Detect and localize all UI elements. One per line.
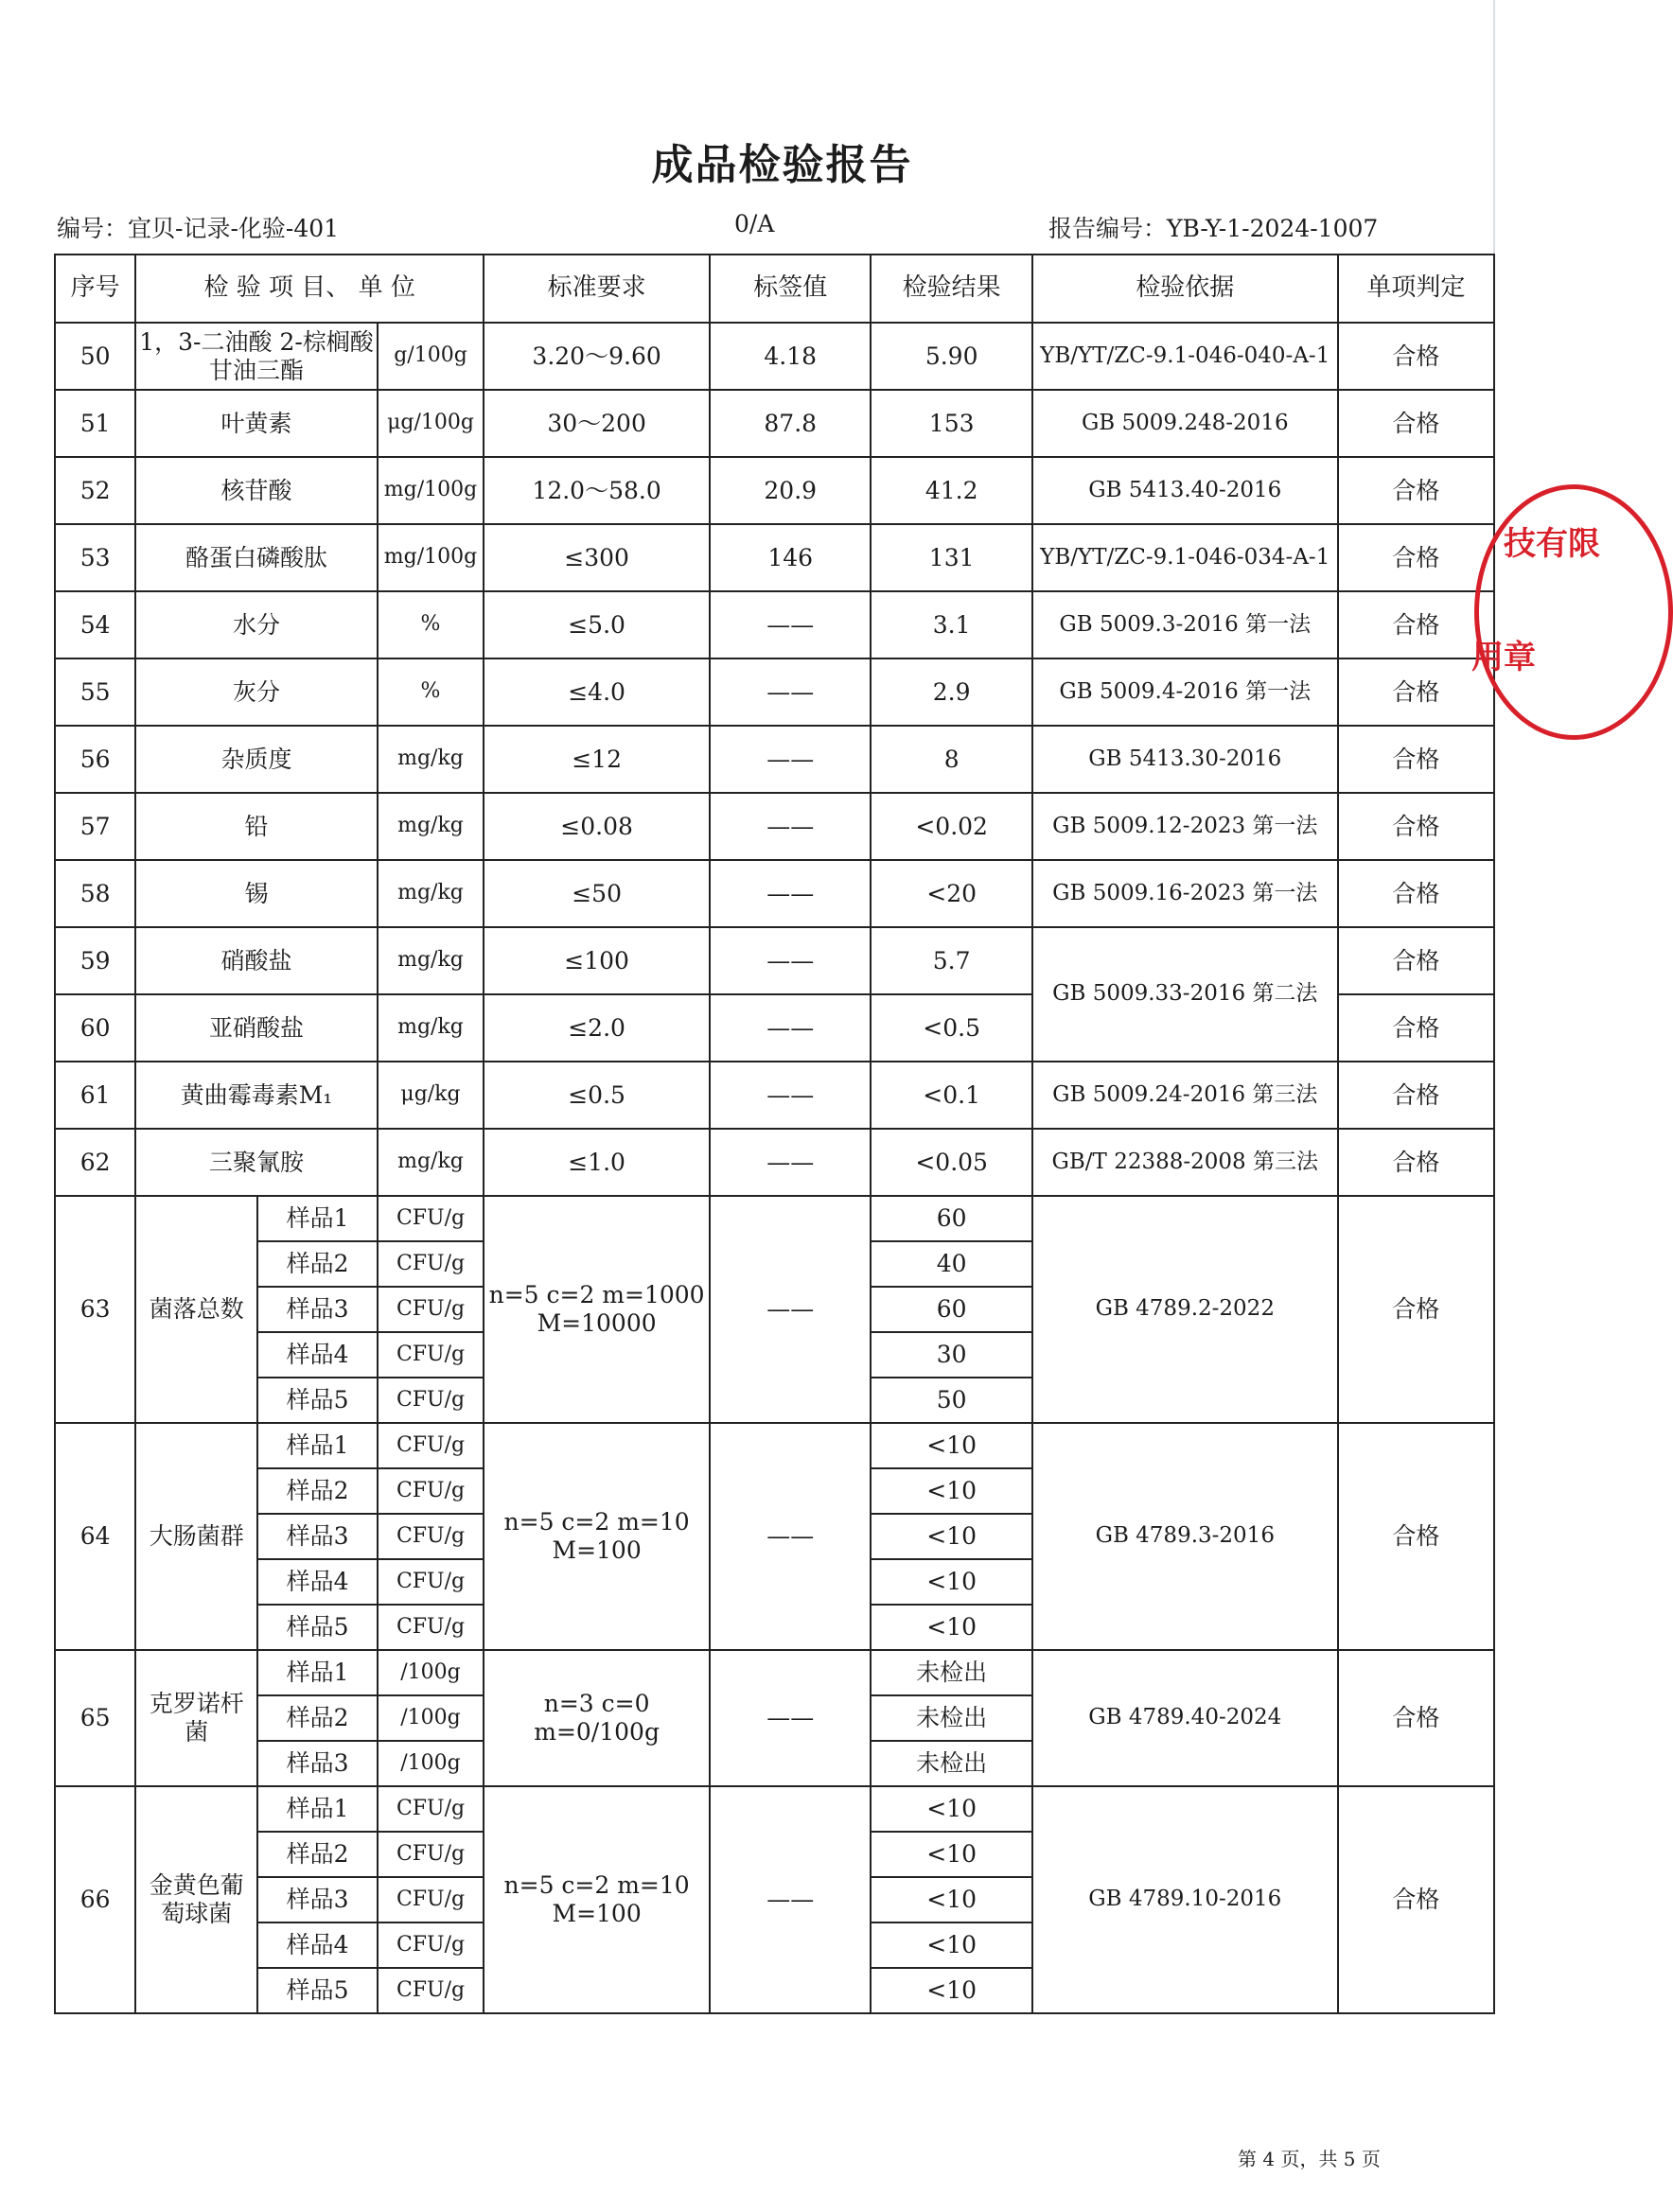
test-result: 3.1 [871, 591, 1031, 658]
label-value: 146 [710, 524, 871, 591]
test-result: <0.5 [871, 994, 1031, 1062]
item-name: 锡 [135, 860, 378, 927]
row-number: 55 [55, 658, 135, 726]
seal-text-top: 技有限 [1504, 525, 1600, 563]
sample-name: 样品1 [257, 1650, 378, 1695]
row-number: 54 [55, 591, 135, 658]
sample-unit: CFU/g [378, 1196, 484, 1241]
standard-requirement: n=3 c=0 m=0/100g [484, 1650, 710, 1786]
sample-result: <10 [871, 1559, 1031, 1605]
row-number: 65 [55, 1650, 135, 1786]
table-row [55, 860, 1494, 927]
sample-unit: CFU/g [378, 1922, 484, 1968]
sample-result: 50 [871, 1378, 1031, 1423]
standard-requirement: ≤12 [484, 726, 710, 793]
sample-unit: /100g [378, 1741, 484, 1786]
test-basis: GB 5413.40-2016 [1032, 457, 1338, 524]
sample-result: 未检出 [871, 1650, 1031, 1695]
row-number: 52 [55, 457, 135, 524]
label-value: 4.18 [710, 323, 871, 390]
test-result: 131 [871, 524, 1031, 591]
standard-requirement: 30～200 [484, 390, 710, 457]
table-row [55, 726, 1494, 793]
sample-unit: CFU/g [378, 1332, 484, 1378]
standard-requirement: ≤0.08 [484, 793, 710, 860]
item-name: 金黄色葡萄球菌 [135, 1786, 257, 2013]
row-number: 56 [55, 726, 135, 793]
document-revision: 0/A [734, 210, 775, 237]
row-number: 53 [55, 524, 135, 591]
sample-result: <10 [871, 1514, 1031, 1559]
test-basis: GB 5009.16-2023 第一法 [1032, 860, 1338, 927]
standard-requirement: n=5 c=2 m=10 M=100 [484, 1423, 710, 1650]
sample-name: 样品2 [257, 1832, 378, 1877]
standard-requirement: ≤100 [484, 927, 710, 994]
test-basis: GB 5009.24-2016 第三法 [1032, 1062, 1338, 1129]
item-name: 大肠菌群 [135, 1423, 257, 1650]
sample-name: 样品3 [257, 1287, 378, 1332]
item-unit: mg/kg [378, 860, 484, 927]
verdict: 合格 [1338, 1650, 1494, 1786]
table-row [55, 1650, 1494, 1695]
table-row [55, 927, 1494, 994]
test-result: <0.02 [871, 793, 1031, 860]
sample-name: 样品1 [257, 1196, 378, 1241]
sample-unit: CFU/g [378, 1514, 484, 1559]
standard-requirement: ≤1.0 [484, 1129, 710, 1196]
test-basis: GB 5009.4-2016 第一法 [1032, 658, 1338, 726]
table-row [55, 323, 1494, 390]
test-result: 5.7 [871, 927, 1031, 994]
table-row [55, 793, 1494, 860]
row-number: 62 [55, 1129, 135, 1196]
table-row [55, 1423, 1494, 1468]
row-number: 51 [55, 390, 135, 457]
sample-unit: CFU/g [378, 1241, 484, 1287]
report-number: 报告编号：YB-Y-1-2024-1007 [1048, 215, 1379, 242]
sample-unit: CFU/g [378, 1378, 484, 1423]
row-number: 50 [55, 323, 135, 390]
test-result: <0.1 [871, 1062, 1031, 1129]
sample-unit: /100g [378, 1650, 484, 1695]
table-row [55, 1129, 1494, 1196]
sample-result: 60 [871, 1196, 1031, 1241]
label-value: —— [710, 1196, 871, 1423]
item-unit: g/100g [378, 323, 484, 390]
item-name: 黄曲霉毒素M₁ [135, 1062, 378, 1129]
sample-unit: CFU/g [378, 1605, 484, 1650]
row-number: 61 [55, 1062, 135, 1129]
col-item-unit: 检 验 项 目、 单 位 [135, 255, 484, 323]
item-name: 灰分 [135, 658, 378, 726]
sample-name: 样品5 [257, 1605, 378, 1650]
item-name: 酪蛋白磷酸肽 [135, 524, 378, 591]
sample-result: <10 [871, 1922, 1031, 1968]
standard-requirement: ≤0.5 [484, 1062, 710, 1129]
label-value: —— [710, 658, 871, 726]
test-basis: GB 5009.3-2016 第一法 [1032, 591, 1338, 658]
item-unit: μg/kg [378, 1062, 484, 1129]
row-number: 57 [55, 793, 135, 860]
verdict: 合格 [1338, 1062, 1494, 1129]
label-value: —— [710, 1650, 871, 1786]
sample-unit: CFU/g [378, 1832, 484, 1877]
sample-result: 30 [871, 1332, 1031, 1378]
row-number: 59 [55, 927, 135, 994]
sample-result: <10 [871, 1468, 1031, 1514]
test-result: 8 [871, 726, 1031, 793]
item-name: 菌落总数 [135, 1196, 257, 1423]
sample-result: 40 [871, 1241, 1031, 1287]
row-number: 58 [55, 860, 135, 927]
sample-result: 60 [871, 1287, 1031, 1332]
item-unit: mg/kg [378, 793, 484, 860]
item-name: 杂质度 [135, 726, 378, 793]
sample-result: 未检出 [871, 1741, 1031, 1786]
item-name: 叶黄素 [135, 390, 378, 457]
col-no: 序号 [55, 255, 135, 323]
verdict: 合格 [1338, 658, 1494, 726]
label-value: —— [710, 1786, 871, 2013]
sample-unit: /100g [378, 1695, 484, 1741]
item-unit: mg/kg [378, 927, 484, 994]
sample-name: 样品5 [257, 1968, 378, 2013]
table-row [55, 390, 1494, 457]
standard-requirement: ≤300 [484, 524, 710, 591]
row-number: 66 [55, 1786, 135, 2013]
label-value: —— [710, 726, 871, 793]
label-value: 87.8 [710, 390, 871, 457]
table-row [55, 457, 1494, 524]
item-name: 1，3-二油酸 2-棕榈酸甘油三酯 [135, 323, 378, 390]
item-name: 三聚氰胺 [135, 1129, 378, 1196]
page-title: 成品检验报告 [651, 141, 913, 189]
sample-name: 样品1 [257, 1423, 378, 1468]
test-result: <0.05 [871, 1129, 1031, 1196]
sample-name: 样品1 [257, 1786, 378, 1832]
label-value: 20.9 [710, 457, 871, 524]
test-basis: GB/T 22388-2008 第三法 [1032, 1129, 1338, 1196]
test-result: <20 [871, 860, 1031, 927]
label-value: —— [710, 860, 871, 927]
sample-unit: CFU/g [378, 1968, 484, 2013]
page-footer: 第 4 页，共 5 页 [1238, 2148, 1381, 2170]
sample-result: <10 [871, 1877, 1031, 1922]
verdict: 合格 [1338, 994, 1494, 1062]
sample-name: 样品4 [257, 1559, 378, 1605]
sample-result: <10 [871, 1968, 1031, 2013]
row-number: 63 [55, 1196, 135, 1423]
col-result: 检验结果 [871, 255, 1031, 323]
test-result: 41.2 [871, 457, 1031, 524]
item-unit: mg/kg [378, 994, 484, 1062]
test-basis: GB 5009.33-2016 第二法 [1032, 927, 1338, 1062]
table-row [55, 524, 1494, 591]
sample-unit: CFU/g [378, 1468, 484, 1514]
verdict: 合格 [1338, 860, 1494, 927]
item-name: 水分 [135, 591, 378, 658]
verdict: 合格 [1338, 457, 1494, 524]
sample-result: 未检出 [871, 1695, 1031, 1741]
item-unit: % [378, 591, 484, 658]
table-row [55, 1196, 1494, 1241]
item-unit: mg/kg [378, 1129, 484, 1196]
sample-unit: CFU/g [378, 1287, 484, 1332]
item-unit: mg/kg [378, 726, 484, 793]
standard-requirement: n=5 c=2 m=10 M=100 [484, 1786, 710, 2013]
verdict: 合格 [1338, 726, 1494, 793]
test-result: 153 [871, 390, 1031, 457]
sample-result: <10 [871, 1605, 1031, 1650]
table-header-row [55, 255, 1494, 323]
item-name: 克罗诺杆菌 [135, 1650, 257, 1786]
label-value: —— [710, 1423, 871, 1650]
verdict: 合格 [1338, 793, 1494, 860]
label-value: —— [710, 994, 871, 1062]
seal-text-bottom: 用章 [1471, 639, 1536, 676]
col-label-value: 标签值 [710, 255, 871, 323]
verdict: 合格 [1338, 1423, 1494, 1650]
label-value: —— [710, 927, 871, 994]
item-name: 铅 [135, 793, 378, 860]
sample-result: <10 [871, 1423, 1031, 1468]
inspection-table [54, 254, 1495, 2014]
item-unit: % [378, 658, 484, 726]
row-number: 60 [55, 994, 135, 1062]
item-name: 硝酸盐 [135, 927, 378, 994]
verdict: 合格 [1338, 323, 1494, 390]
sample-result: <10 [871, 1832, 1031, 1877]
test-result: 5.90 [871, 323, 1031, 390]
sample-unit: CFU/g [378, 1559, 484, 1605]
sample-unit: CFU/g [378, 1877, 484, 1922]
item-unit: mg/100g [378, 457, 484, 524]
table-row [55, 1786, 1494, 1832]
verdict: 合格 [1338, 591, 1494, 658]
test-basis: GB 4789.3-2016 [1032, 1423, 1338, 1650]
verdict: 合格 [1338, 1786, 1494, 2013]
label-value: —— [710, 793, 871, 860]
sample-name: 样品5 [257, 1378, 378, 1423]
standard-requirement: ≤5.0 [484, 591, 710, 658]
sample-name: 样品4 [257, 1922, 378, 1968]
verdict: 合格 [1338, 927, 1494, 994]
sample-name: 样品3 [257, 1741, 378, 1786]
table-row [55, 1062, 1494, 1129]
sample-name: 样品2 [257, 1695, 378, 1741]
test-basis: GB 4789.10-2016 [1032, 1786, 1338, 2013]
standard-requirement: n=5 c=2 m=1000 M=10000 [484, 1196, 710, 1423]
row-number: 64 [55, 1423, 135, 1650]
sample-unit: CFU/g [378, 1786, 484, 1832]
test-basis: YB/YT/ZC-9.1-046-034-A-1 [1032, 524, 1338, 591]
verdict: 合格 [1338, 390, 1494, 457]
sample-unit: CFU/g [378, 1423, 484, 1468]
test-basis: GB 5413.30-2016 [1032, 726, 1338, 793]
sample-name: 样品2 [257, 1241, 378, 1287]
label-value: —— [710, 1062, 871, 1129]
table-row [55, 658, 1494, 726]
verdict: 合格 [1338, 1196, 1494, 1423]
standard-requirement: 3.20～9.60 [484, 323, 710, 390]
standard-requirement: 12.0～58.0 [484, 457, 710, 524]
label-value: —— [710, 1129, 871, 1196]
document-code: 编号：宜贝-记录-化验-401 [57, 215, 340, 242]
sample-name: 样品2 [257, 1468, 378, 1514]
sample-name: 样品3 [257, 1877, 378, 1922]
verdict: 合格 [1338, 524, 1494, 591]
test-basis: GB 5009.248-2016 [1032, 390, 1338, 457]
col-standard: 标准要求 [484, 255, 710, 323]
col-verdict: 单项判定 [1338, 255, 1494, 323]
test-basis: GB 4789.40-2024 [1032, 1650, 1338, 1786]
standard-requirement: ≤4.0 [484, 658, 710, 726]
item-name: 核苷酸 [135, 457, 378, 524]
label-value: —— [710, 591, 871, 658]
sample-name: 样品3 [257, 1514, 378, 1559]
test-basis: YB/YT/ZC-9.1-046-040-A-1 [1032, 323, 1338, 390]
item-unit: μg/100g [378, 390, 484, 457]
item-name: 亚硝酸盐 [135, 994, 378, 1062]
sample-name: 样品4 [257, 1332, 378, 1378]
company-seal [1471, 484, 1673, 740]
standard-requirement: ≤2.0 [484, 994, 710, 1062]
table-row [55, 591, 1494, 658]
sample-result: <10 [871, 1786, 1031, 1832]
standard-requirement: ≤50 [484, 860, 710, 927]
col-basis: 检验依据 [1032, 255, 1338, 323]
item-unit: mg/100g [378, 524, 484, 591]
verdict: 合格 [1338, 1129, 1494, 1196]
test-result: 2.9 [871, 658, 1031, 726]
test-basis: GB 4789.2-2022 [1032, 1196, 1338, 1423]
test-basis: GB 5009.12-2023 第一法 [1032, 793, 1338, 860]
